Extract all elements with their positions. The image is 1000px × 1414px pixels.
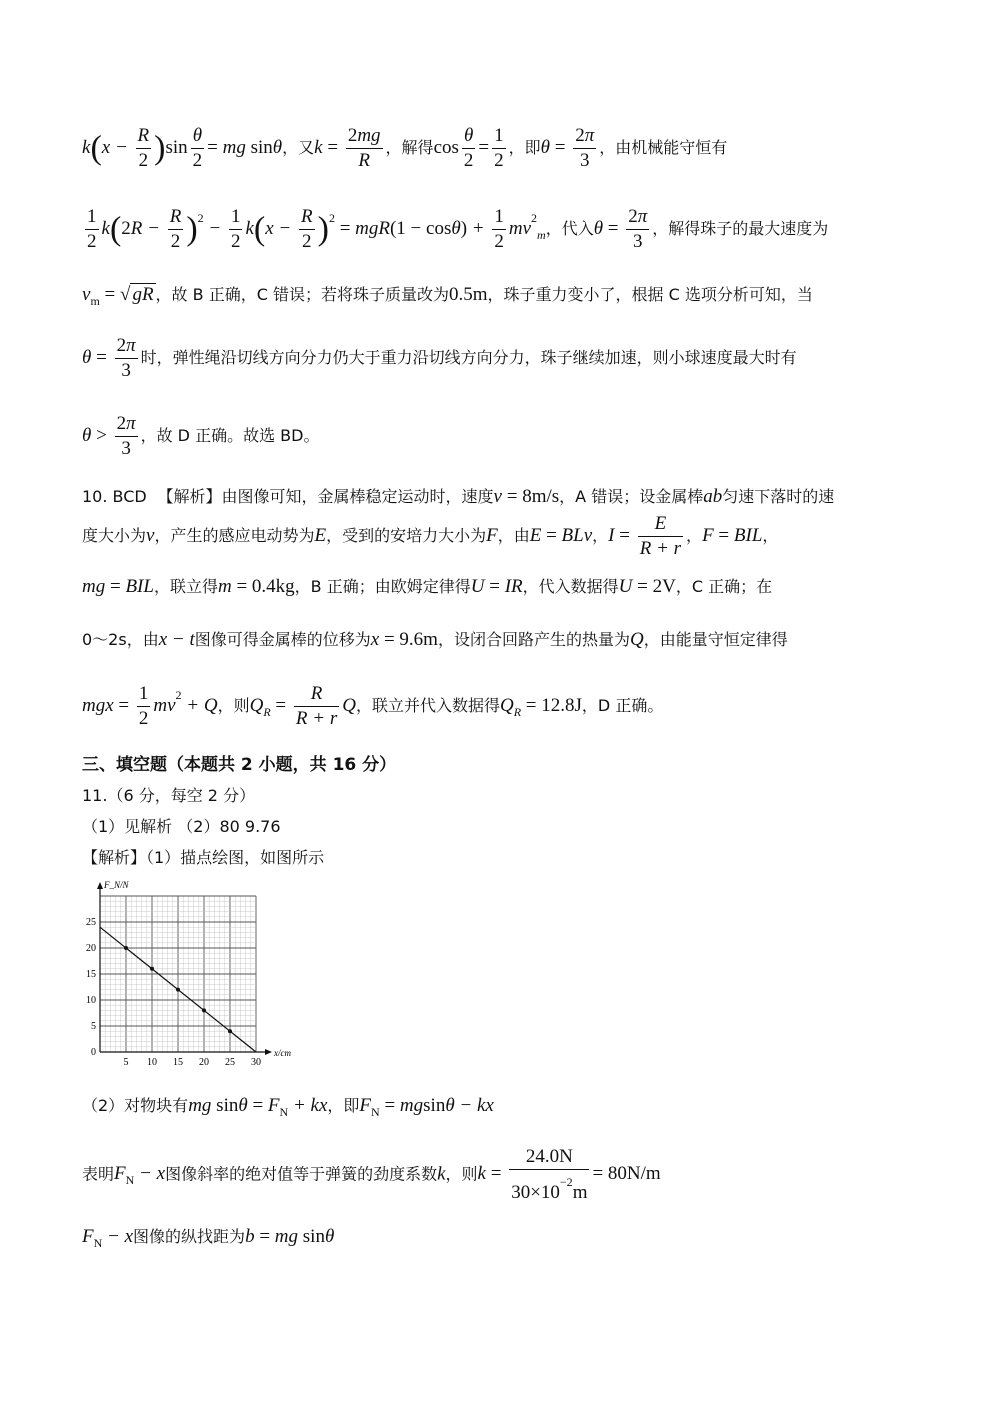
equation-fragment: F [486,524,498,546]
x-tick-label: 10 [147,1057,157,1068]
text: ，受到的安培力大小为 [326,525,487,545]
data-point [124,946,128,950]
equation-fragment: θ = $\frac{2\pi}{3}$ [82,335,136,381]
equation-fragment: U = IR [470,576,523,597]
text: ，C 正确；在 [675,577,773,596]
equation-fragment: U = 2V [618,576,676,597]
data-point [176,988,180,992]
equation-fragment: v [146,524,155,546]
text: （2）对物块有 [82,1096,189,1115]
text: ，由能量守恒定律得 [643,630,788,649]
data-point [202,1008,206,1012]
chart-grid [100,896,256,1052]
section-heading: 三、填空题（本题共 2 小题，共 16 分） [82,755,397,775]
text: 图像的纵找距为 [133,1227,246,1246]
equation-fragment: F = BIL [702,524,763,546]
data-point [150,967,154,971]
y-tick-label: 20 [86,943,96,954]
y-tick-label: 15 [86,969,96,980]
text: ，解得 [385,137,434,157]
equation-fragment: I = $\frac{E}{R + r}$ [608,513,682,559]
y-tick-label: 25 [86,917,96,928]
text: ， [762,525,779,545]
equation-line-4 [82,334,797,383]
x-tick-label: 30 [251,1057,261,1068]
text: ，珠子重力变小了，根据 C 选项分析可知，当 [487,285,813,304]
equation-fragment: E [314,524,327,546]
equation-fragment: x − t [158,629,195,650]
equation-fragment: b = mg sinθ [245,1226,335,1247]
text: ，D 正确。 [581,695,664,715]
text: ， [592,525,609,545]
equation-fragment: m = 0.4kg [217,576,295,597]
text: ，代入数据得 [522,577,619,596]
equation-fragment: k = $\frac{2mg}{R}$ [314,125,381,171]
equation-line-5 [82,412,319,461]
q10-line-1 [82,484,834,508]
equation-fragment: $F_N - x$ [82,1226,134,1250]
text: 0～2s，由 [82,630,159,649]
text: 图像可得金属棒的位移为 [194,630,371,649]
equation-fragment: $F_N = mgsin\theta$ − kx [359,1095,494,1119]
question-number: 10. BCD [82,487,147,506]
text: ，A 错误；设金属棒 [559,487,704,506]
text: ，B 正确；由欧姆定律得 [294,577,471,596]
text: ，联立得 [153,577,218,596]
equation-line-3 [82,282,813,309]
text: ，则 [445,1164,478,1184]
x-tick-label: 20 [199,1057,209,1068]
equation-fragment: θ = $\frac{2\pi}{3}$ [540,125,595,171]
y-tick-label: 5 [91,1021,96,1032]
q11-answers: （1）见解析 （2）80 9.76 [82,817,281,836]
equation-fragment: mg $\sin\theta = F_N$ + kx [188,1095,328,1119]
text: ，产生的感应电动势为 [154,525,315,545]
equation-fragment: v = 8m/s [493,486,560,507]
equation-fragment: $Q_R = 12.8J$ [499,694,582,719]
value: 0.5m [448,284,488,305]
fn-x-chart [82,876,302,1068]
x-tick-label: 25 [225,1057,235,1068]
q11-line-3 [82,1145,661,1205]
y-axis-arrow [97,882,103,889]
equation-fragment: k = $\frac{24.0N}{30\times 10^{-2}m}$ = 80N/m [477,1146,661,1203]
q10-line-4 [82,627,788,651]
text: 【解析】由图像可知，金属棒稳定运动时，速度 [157,487,494,506]
q10-line-3 [82,574,772,598]
equation-fragment: $Q_R$ = $\frac{R}{R + r}$ Q [249,683,356,729]
equation-fragment: θ = $\frac{2\pi}{3}$ [593,206,648,252]
equation-fragment: Q [629,629,644,650]
equation-line-1 [82,124,727,173]
text: ，代入 [545,218,594,238]
equation-fragment: $\frac{1}{2}$ k(2R − $\frac{R}{2}$ )$^2$ − $\frac{1}{2}$ k(x − $\frac{R}{2}$ )$^2$ = mgR(1 − cosθ) + $\frac{1}{2}$ $mv^2_m$ [87,206,546,252]
equation-fragment: E = BLv [529,524,593,546]
q11-analysis: 【解析】（1）描点绘图，如图所示 [82,848,325,867]
equation-fragment: k(x − $\frac{R}{2}$ )sin $\frac{\theta}{2}$ = mg sinθ [82,125,283,171]
text: ， [686,525,703,545]
data-point [228,1029,232,1033]
text: 匀速下落时的速 [722,487,835,506]
text: ，设闭合回路产生的热量为 [437,630,630,649]
text: ，又 [282,137,315,157]
equation-fragment: mgx = $\frac{1}{2}$ $mv^2 + Q$ [82,683,218,729]
text: ，即 [508,137,541,157]
y-tick-label: 10 [86,995,96,1006]
text: ，由机械能守恒有 [599,137,728,157]
equation-fragment: $F_N - x$ [114,1163,166,1188]
text: 度大小为 [82,525,147,545]
equation-fragment: cos $\frac{\theta}{2}$ = $\frac{1}{2}$ [433,125,504,171]
x-axis-arrow [265,1049,272,1055]
text: ，故 B 正确，C 错误；若将珠子质量改为 [155,285,449,304]
equation-fragment: ab [703,486,723,507]
text: 时，弹性绳沿切线方向分力仍大于重力沿切线方向分力，珠子继续加速，则小球速度最大时有 [140,347,797,367]
text: ，由 [497,525,530,545]
origin-label: 0 [91,1047,96,1058]
equation-fragment: $v_m$ = √ gR [82,284,154,308]
text: 表明 [82,1164,115,1184]
q11-header: 11.（6 分，每空 2 分） [82,786,256,805]
q10-line-5 [82,682,663,731]
text: 图像斜率的绝对值等于弹簧的劲度系数 [165,1164,438,1184]
q11-line-4 [82,1224,334,1251]
equation-fragment: mg = BIL [82,576,154,597]
text: ，联立并代入数据得 [355,695,500,715]
equation-line-2 [82,205,828,254]
q11-line-2 [82,1093,494,1120]
x-tick-label: 15 [173,1057,183,1068]
x-axis-label: x/cm [274,1048,291,1058]
q10-line-2 [82,512,778,561]
text: ，故 D 正确。故选 BD。 [140,425,320,445]
text: ，解得珠子的最大速度为 [652,218,829,238]
equation-fragment: x = 9.6m [370,629,438,650]
equation-fragment: k [437,1163,446,1185]
text: ，即 [327,1096,360,1115]
text: ，则 [217,695,250,715]
equation-fragment: θ > $\frac{2\pi}{3}$ [82,413,136,459]
x-tick-label: 5 [123,1057,129,1068]
y-axis-label: F_N/N [104,880,129,890]
